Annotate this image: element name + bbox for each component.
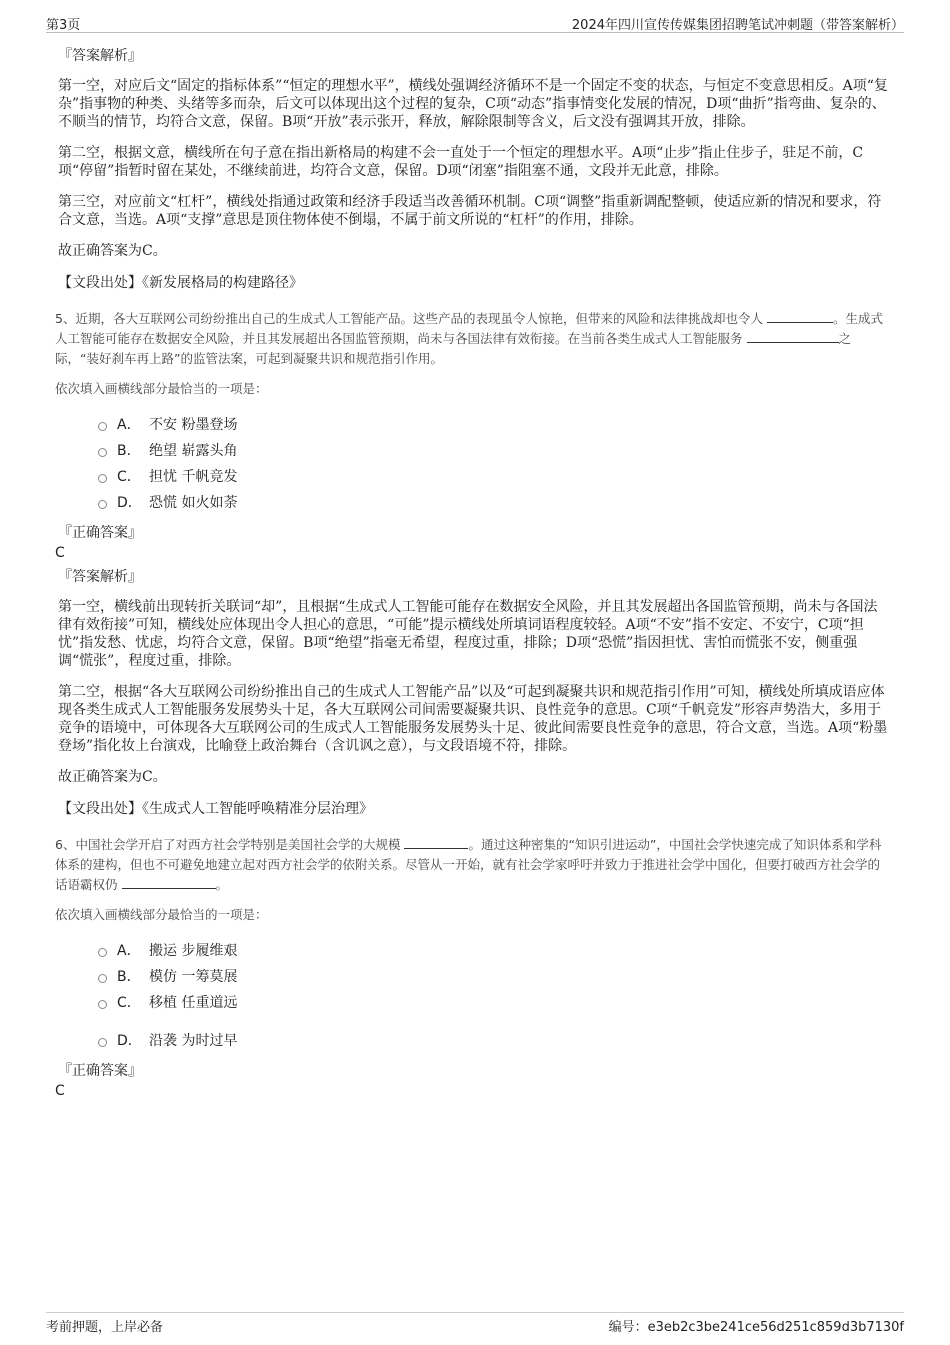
q5-prompt: 依次填入画横线部分最恰当的一项是： bbox=[55, 381, 268, 396]
radio-icon[interactable] bbox=[98, 500, 107, 509]
q5-stem-part-2: 。生成式人工智能可能存在数据安全风险，并且其发展超出各国监管预期，尚未与各国法律有效衔接。在当前各类生成式人工智能服务 bbox=[55, 311, 883, 346]
option-text: 担忧 千帆竞发 bbox=[149, 469, 238, 485]
q6-answer: C bbox=[55, 1083, 65, 1099]
q5-source: 【文段出处】《生成式人工智能呼唤精准分层治理》 bbox=[58, 801, 373, 817]
radio-icon[interactable] bbox=[98, 974, 107, 983]
option-letter: A． bbox=[117, 943, 141, 959]
option-text: 恐慌 如火如荼 bbox=[149, 495, 238, 511]
q5-stem-part-3: 之际，“装好刹车再上路”的监管法案，可起到凝聚共识和规范指引作用。 bbox=[55, 331, 852, 366]
q6-stem-part-3: 。 bbox=[215, 877, 229, 892]
q6-blank-1 bbox=[404, 835, 468, 849]
q4-analysis-paragraph-1: 第一空，对应后文“固定的指标体系”“恒定的理想水平”，横线处强调经济循环不是一个固定不变的状态，与恒定不变意思相反。A项“复杂”指事物的种类、头绪等多而杂，后文可以体现出这个过程的复杂，C项“动态”指事情变化发展的情况，D项“曲折”指弯曲、复杂的、不顺当的情节，均符合文意，保留。B项“开放”表示张开，释放，解除限制等含义，后文没有强调其开放，排除。 bbox=[58, 78, 888, 130]
q5-options bbox=[98, 411, 888, 515]
option-text: 模仿 一筹莫展 bbox=[149, 969, 238, 985]
option-text: 移植 任重道远 bbox=[149, 995, 238, 1011]
q5-analysis-label: 『答案解析』 bbox=[58, 569, 142, 585]
option-letter: C． bbox=[117, 469, 141, 485]
q4-analysis-paragraph-3: 第三空，对应前文“杠杆”，横线处指通过政策和经济手段适当改善循环机制。C项“调整”指重新调配整顿，使适应新的情况和要求，符合文意，当选。A项“支撑”意思是顶住物体使不倒塌，不属于前文所说的“杠杆”的作用，排除。 bbox=[58, 194, 882, 228]
q5-blank-2 bbox=[747, 329, 839, 343]
q4-analysis-label: 『答案解析』 bbox=[58, 48, 142, 64]
page-header bbox=[46, 12, 904, 33]
radio-icon[interactable] bbox=[98, 474, 107, 483]
q6-stem-part-2: 。通过这种密集的“知识引进运动”，中国社会学快速完成了知识体系和学科体系的建构，但也不可避免地建立起对西方社会学的依附关系。尽管从一开始，就有社会学家呼吁并致力于推进社会学中国化，但要打破西方社会学的话语霸权仍 bbox=[55, 837, 882, 892]
option-letter: C． bbox=[117, 995, 141, 1011]
page-content bbox=[55, 46, 888, 1105]
q5-stem-part-1: 5、近期，各大互联网公司纷纷推出自己的生成式人工智能产品。这些产品的表现虽令人惊艳，但带来的风险和法律挑战却也令人 bbox=[55, 311, 763, 326]
q6-option-a[interactable] bbox=[98, 937, 888, 963]
radio-icon[interactable] bbox=[98, 948, 107, 957]
footer-slogan: 考前押题，上岸必备 bbox=[46, 1320, 164, 1335]
option-letter: B． bbox=[117, 969, 141, 985]
option-text: 绝望 崭露头角 bbox=[149, 443, 238, 459]
document-id: 编号：e3eb2c3be241ce56d251c859d3b7130f bbox=[608, 1320, 904, 1335]
q5-analysis-paragraph-1: 第一空，横线前出现转折关联词“却”，且根据“生成式人工智能可能存在数据安全风险，并且其发展超出各国监管预期，尚未与各国法律有效衔接”可知，横线处应体现出令人担心的意思，“可能”提示横线处所填词语程度较轻。A项“不安”指不安定、不安宁，C项“担忧”指发愁、忧虑，均符合文意，保留。B项“绝望”指毫无希望，程度过重，排除；D项“恐慌”指因担忧、害怕而慌张不安，侧重强调“慌张”，程度过重，排除。 bbox=[58, 599, 878, 669]
radio-icon[interactable] bbox=[98, 1000, 107, 1009]
q5-blank-1 bbox=[767, 309, 833, 323]
q6-prompt: 依次填入画横线部分最恰当的一项是： bbox=[55, 907, 268, 922]
q4-source: 【文段出处】《新发展格局的构建路径》 bbox=[58, 275, 303, 291]
q5-option-b[interactable] bbox=[98, 437, 888, 463]
radio-icon[interactable] bbox=[98, 1038, 107, 1047]
q5-answer: C bbox=[55, 545, 65, 561]
q6-stem-part-1: 6、中国社会学开启了对西方社会学特别是美国社会学的大规模 bbox=[55, 837, 401, 852]
radio-icon[interactable] bbox=[98, 448, 107, 457]
q4-analysis-paragraph-2: 第二空，根据文意，横线所在句子意在指出新格局的构建不会一直处于一个恒定的理想水平。A项“止步”指止住步子，驻足不前，C项“停留”指暂时留在某处，不继续前进，均符合文意，保留。D项“闭塞”指阻塞不通，文段并无此意，排除。 bbox=[58, 145, 864, 179]
q6-option-b[interactable] bbox=[98, 963, 888, 989]
q5-option-c[interactable] bbox=[98, 463, 888, 489]
option-text: 沿袭 为时过早 bbox=[149, 1033, 238, 1049]
q6-blank-2 bbox=[122, 875, 216, 889]
q5-analysis-paragraph-2: 第二空，根据“各大互联网公司纷纷推出自己的生成式人工智能产品”以及“可起到凝聚共识和规范指引作用”可知，横线处所填成语应体现各类生成式人工智能服务发展势头十足，各大互联网公司间需要凝聚共识、良性竞争的意思。C项“千帆竞发”形容声势浩大，多用于竞争的语境中，可体现各大互联网公司的生成式人工智能服务发展势头十足、彼此间需要良性竞争的意思，符合文意，当选。A项“粉墨登场”指化妆上台演戏，比喻登上政治舞台（含讥讽之意），与文段语境不符，排除。 bbox=[58, 684, 888, 754]
option-letter: A． bbox=[117, 417, 141, 433]
q6-option-c[interactable] bbox=[98, 989, 888, 1015]
q6-answer-label: 『正确答案』 bbox=[58, 1063, 142, 1079]
q6-stem bbox=[55, 835, 888, 895]
page-number: 第3页 bbox=[46, 18, 81, 33]
q5-stem bbox=[55, 309, 888, 369]
q6-option-d[interactable] bbox=[98, 1027, 888, 1053]
q5-answer-label: 『正确答案』 bbox=[58, 525, 142, 541]
option-letter: D． bbox=[117, 495, 142, 511]
option-text: 不安 粉墨登场 bbox=[149, 417, 238, 433]
option-letter: B． bbox=[117, 443, 141, 459]
document-title: 2024年四川宣传传媒集团招聘笔试冲刺题（带答案解析） bbox=[571, 18, 904, 33]
q5-option-a[interactable] bbox=[98, 411, 888, 437]
q4-conclusion: 故正确答案为C。 bbox=[58, 243, 167, 259]
q6-options bbox=[98, 937, 888, 1053]
option-text: 搬运 步履维艰 bbox=[149, 943, 238, 959]
option-letter: D． bbox=[117, 1033, 142, 1049]
page-footer bbox=[46, 1312, 904, 1335]
radio-icon[interactable] bbox=[98, 422, 107, 431]
q5-option-d[interactable] bbox=[98, 489, 888, 515]
q5-conclusion: 故正确答案为C。 bbox=[58, 769, 167, 785]
